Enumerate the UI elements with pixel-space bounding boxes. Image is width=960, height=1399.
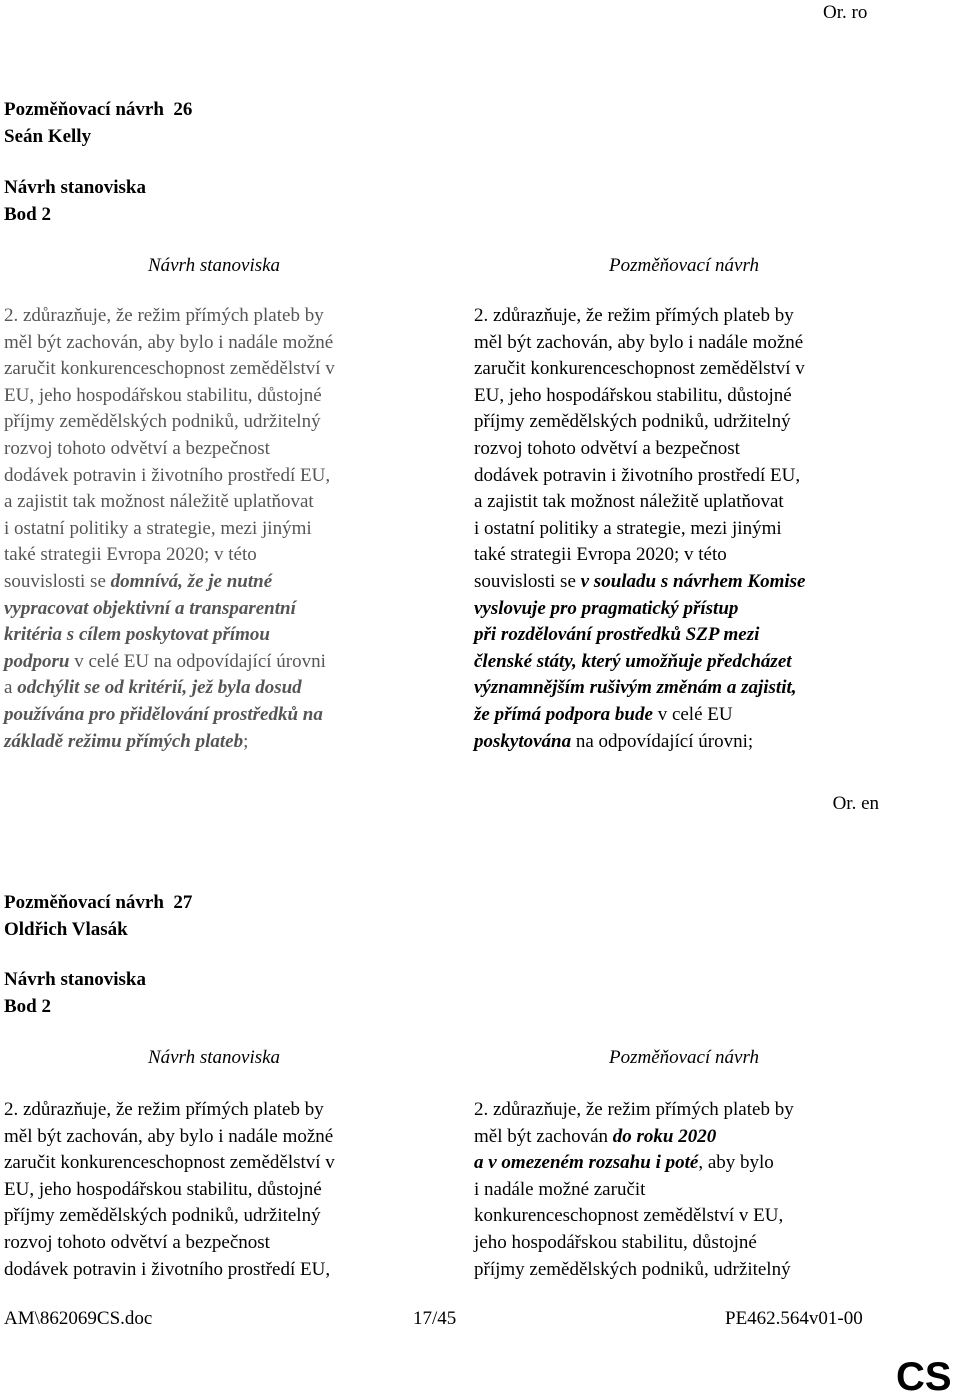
amendment-26-author: Seán Kelly — [4, 126, 92, 147]
amendment-27-right-header: Pozměňovací návrh — [608, 1047, 760, 1068]
amendment-26-left-header: Návrh stanoviska — [147, 255, 281, 276]
amendment-26-section: Návrh stanoviska — [4, 177, 146, 198]
amendment-27-point: Bod 2 — [4, 996, 51, 1017]
amendment-27-author: Oldřich Vlasák — [4, 919, 128, 940]
footer-language-code: CS — [896, 1355, 952, 1399]
amendment-26-language: Or. en — [832, 793, 879, 814]
footer-page-number: 17/45 — [413, 1308, 457, 1329]
footer-document-reference: AM\862069CS.doc — [4, 1308, 153, 1329]
amendment-26-amended-text: 2. zdůrazňuje, že režim přímých plateb by měl být zachován, aby bylo i nadále možné zaručit konkurenceschopnost zemědělství v EU, jeho hospodářskou stabilitu, důstojné příjmy zemědělských podniků, udržitelný rozvoj tohoto odvětví a bezpečnost dodávek potravin i životního prostředí EU, a zajistit tak možnost náležitě uplatňovat i ostatní politiky a strategie, mezi jinými také strategii Evropa 2020; v této souvislosti se v souladu s návrhem Komise vyslovuje pro pragmatický přístup při rozdělování prostředků SZP mezi členské státy, který umožňuje předcházet významnějším rušivým změnám a zajistit, že přímá podpora bude v celé EU poskytována na odpovídající úrovni; — [474, 305, 806, 752]
amendment-27-amended-text: 2. zdůrazňuje, že režim přímých plateb by měl být zachován do roku 2020 a v omezeném rozsahu i poté, aby bylo i nadále možné zaručit konkurenceschopnost zemědělství v EU, jeho hospodářskou stabilitu, důstojné příjmy zemědělských podniků, udržitelný — [474, 1099, 794, 1280]
footer-pe-reference: PE462.564v01-00 — [725, 1308, 863, 1329]
amendment-26-title: Pozměňovací návrh 26 — [4, 99, 193, 120]
amendment-27-title: Pozměňovací návrh 27 — [4, 892, 193, 913]
amendment-26-point: Bod 2 — [4, 204, 51, 225]
amendment-27-original-text: 2. zdůrazňuje, že režim přímých plateb by měl být zachován, aby bylo i nadále možné zaručit konkurenceschopnost zemědělství v EU, jeho hospodářskou stabilitu, důstojné příjmy zemědělských podniků, udržitelný rozvoj tohoto odvětví a bezpečnost dodávek potravin i životního prostředí EU, — [4, 1099, 335, 1280]
amendment-27-left-header: Návrh stanoviska — [147, 1047, 281, 1068]
amendment-27-section: Návrh stanoviska — [4, 969, 146, 990]
amendment-26-original-text: 2. zdůrazňuje, že režim přímých plateb by měl být zachován, aby bylo i nadále možné zaručit konkurenceschopnost zemědělství v EU, jeho hospodářskou stabilitu, důstojné příjmy zemědělských podniků, udržitelný rozvoj tohoto odvětví a bezpečnost dodávek potravin i životního prostředí EU, a zajistit tak možnost náležitě uplatňovat i ostatní politiky a strategie, mezi jinými také strategii Evropa 2020; v této souvislosti se domnívá, že je nutné vypracovat objektivní a transparentní kritéria s cílem poskytovat přímou podporu v celé EU na odpovídající úrovni a odchýlit se od kritérií, jež byla dosud používána pro přidělování prostředků na základě režimu přímých plateb; — [4, 305, 335, 752]
page-language-top: Or. ro — [823, 2, 868, 23]
amendment-26-right-header: Pozměňovací návrh — [608, 255, 760, 276]
